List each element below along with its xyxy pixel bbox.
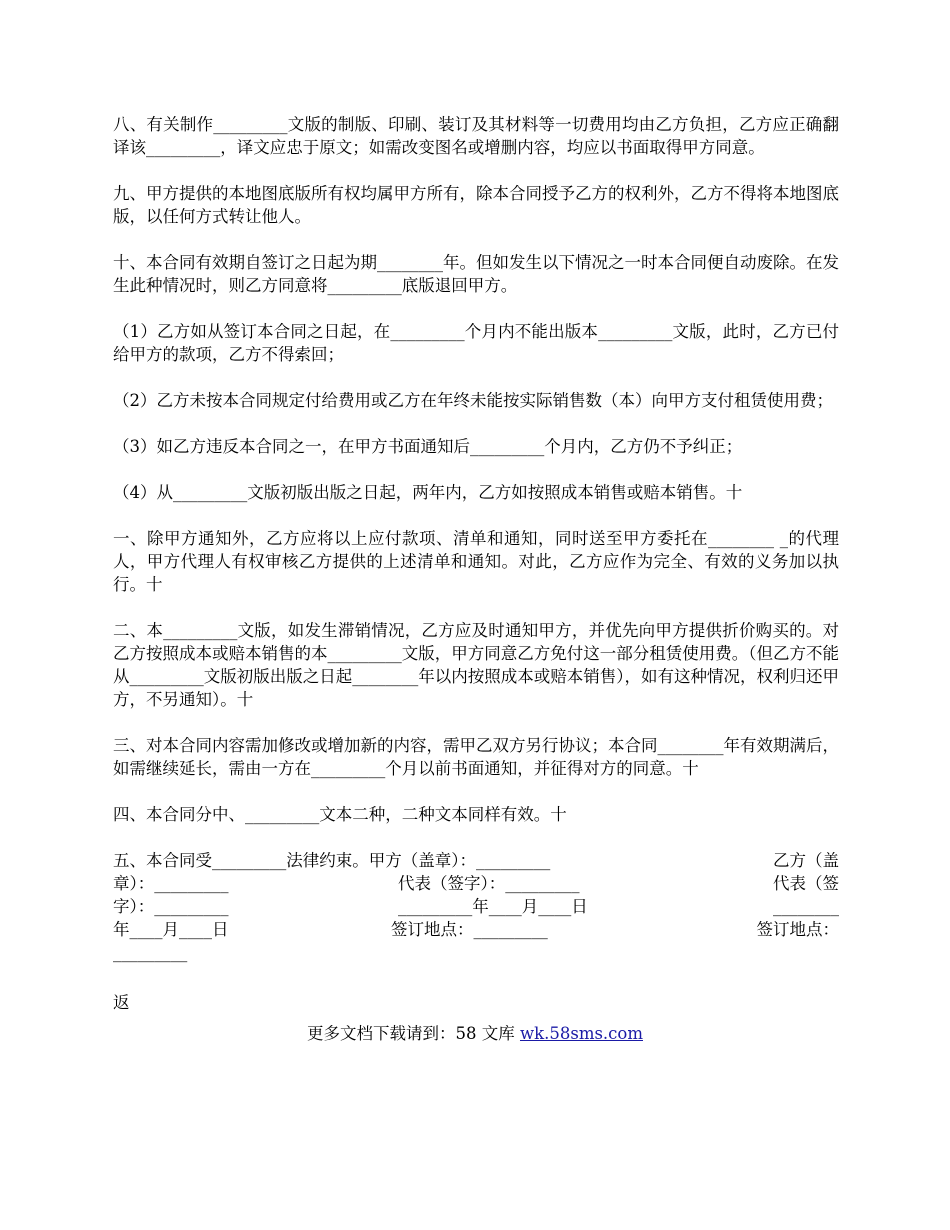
- party-b-seal-label: 乙方（盖: [773, 851, 839, 870]
- party-b-seal-field: 章）：_________: [113, 874, 229, 893]
- party-b-date: 年____月____日: [113, 920, 229, 939]
- clause-10-item-3: （3）如乙方违反本合同之一，在甲方书面通知后_________个月内，乙方仍不予纠正；: [113, 437, 743, 456]
- clause-8: 八、有关制作_________文版的制版、印刷、装订及其材料等一切费用均由乙方负担，乙方应正确翻译该_________，译文应忠于原文；如需改变图名或增删内容，均应以书面取得甲方同意。: [113, 115, 839, 157]
- clause-10-item-4: （4）从_________文版初版出版之日起，两年内，乙方如按照成本销售或赔本销售。十: [113, 483, 743, 502]
- footer: [0, 1022, 950, 1045]
- party-b-representative-label: 代表（签: [773, 874, 839, 893]
- clause-11: 一、除甲方通知外，乙方应将以上应付款项、清单和通知，同时送至甲方委托在________ _的代理人，甲方代理人有权审核乙方提供的上述清单和通知。对此，乙方应作为完全、有效的义务加以执行。十: [113, 529, 839, 594]
- party-b-signature-field: 字）：_________: [113, 897, 229, 916]
- footer-prefix: 更多文档下载请到：58 文库: [306, 1024, 520, 1043]
- party-b-date-blank: ________: [773, 897, 839, 916]
- clause-10-item-2: （2）乙方未按本合同规定付给费用或乙方在年终未能按实际销售数（本）向甲方支付租赁使用费；: [113, 391, 833, 410]
- clause-10-item-1: （1）乙方如从签订本合同之日起，在_________个月内不能出版本_________文版，此时，乙方已付给甲方的款项，乙方不得索回；: [113, 322, 839, 364]
- party-b-signing-place-label: 签订地点：: [756, 920, 839, 939]
- clause-9: 九、甲方提供的本地图底版所有权均属甲方所有，除本合同授予乙方的权利外，乙方不得将本地图底版，以任何方式转让他人。: [113, 184, 839, 226]
- signature-line-4: [113, 918, 839, 941]
- signature-block: [113, 849, 839, 964]
- back-text: 返: [113, 993, 130, 1012]
- clause-13: 三、对本合同内容需加修改或增加新的内容，需甲乙双方另行协议；本合同________年有效期满后，如需继续延长，需由一方在_________个月以前书面通知，并征得对方的同意。十: [113, 736, 839, 778]
- signature-line-2: [113, 872, 839, 895]
- signature-line-5: [113, 941, 839, 964]
- signature-line-3: [113, 895, 839, 918]
- party-b-signing-place-field: _________: [113, 943, 188, 962]
- clause-14: 四、本合同分中、_________文本二种，二种文本同样有效。十: [113, 805, 567, 824]
- party-a-date: _________年____月____日: [398, 897, 588, 916]
- signature-line-1: [113, 849, 839, 872]
- governing-law-party-a-seal: 五、本合同受_________法律约束。甲方（盖章）：_________: [113, 851, 551, 870]
- party-a-signing-place: 签订地点：_________: [391, 920, 548, 939]
- clause-10: 十、本合同有效期自签订之日起为期________年。但如发生以下情况之一时本合同便自动废除。在发生此种情况时，则乙方同意将_________底版退回甲方。: [113, 253, 839, 295]
- clause-12: 二、本_________文版，如发生滞销情况，乙方应及时通知甲方，并优先向甲方提供折价购买的。对乙方按照成本或赔本销售的本_________文版，甲方同意乙方免付这一部分租赁使用费。（但乙方不能从_________文版初版出版之日起________年以内按照成本或赔本销售），如有这种情况，权利归还甲方，不另通知）。十: [113, 621, 839, 709]
- party-a-representative: 代表（签字）：_________: [398, 874, 580, 893]
- footer-link[interactable]: wk.58sms.com: [519, 1024, 643, 1043]
- document-page: [113, 113, 839, 1014]
